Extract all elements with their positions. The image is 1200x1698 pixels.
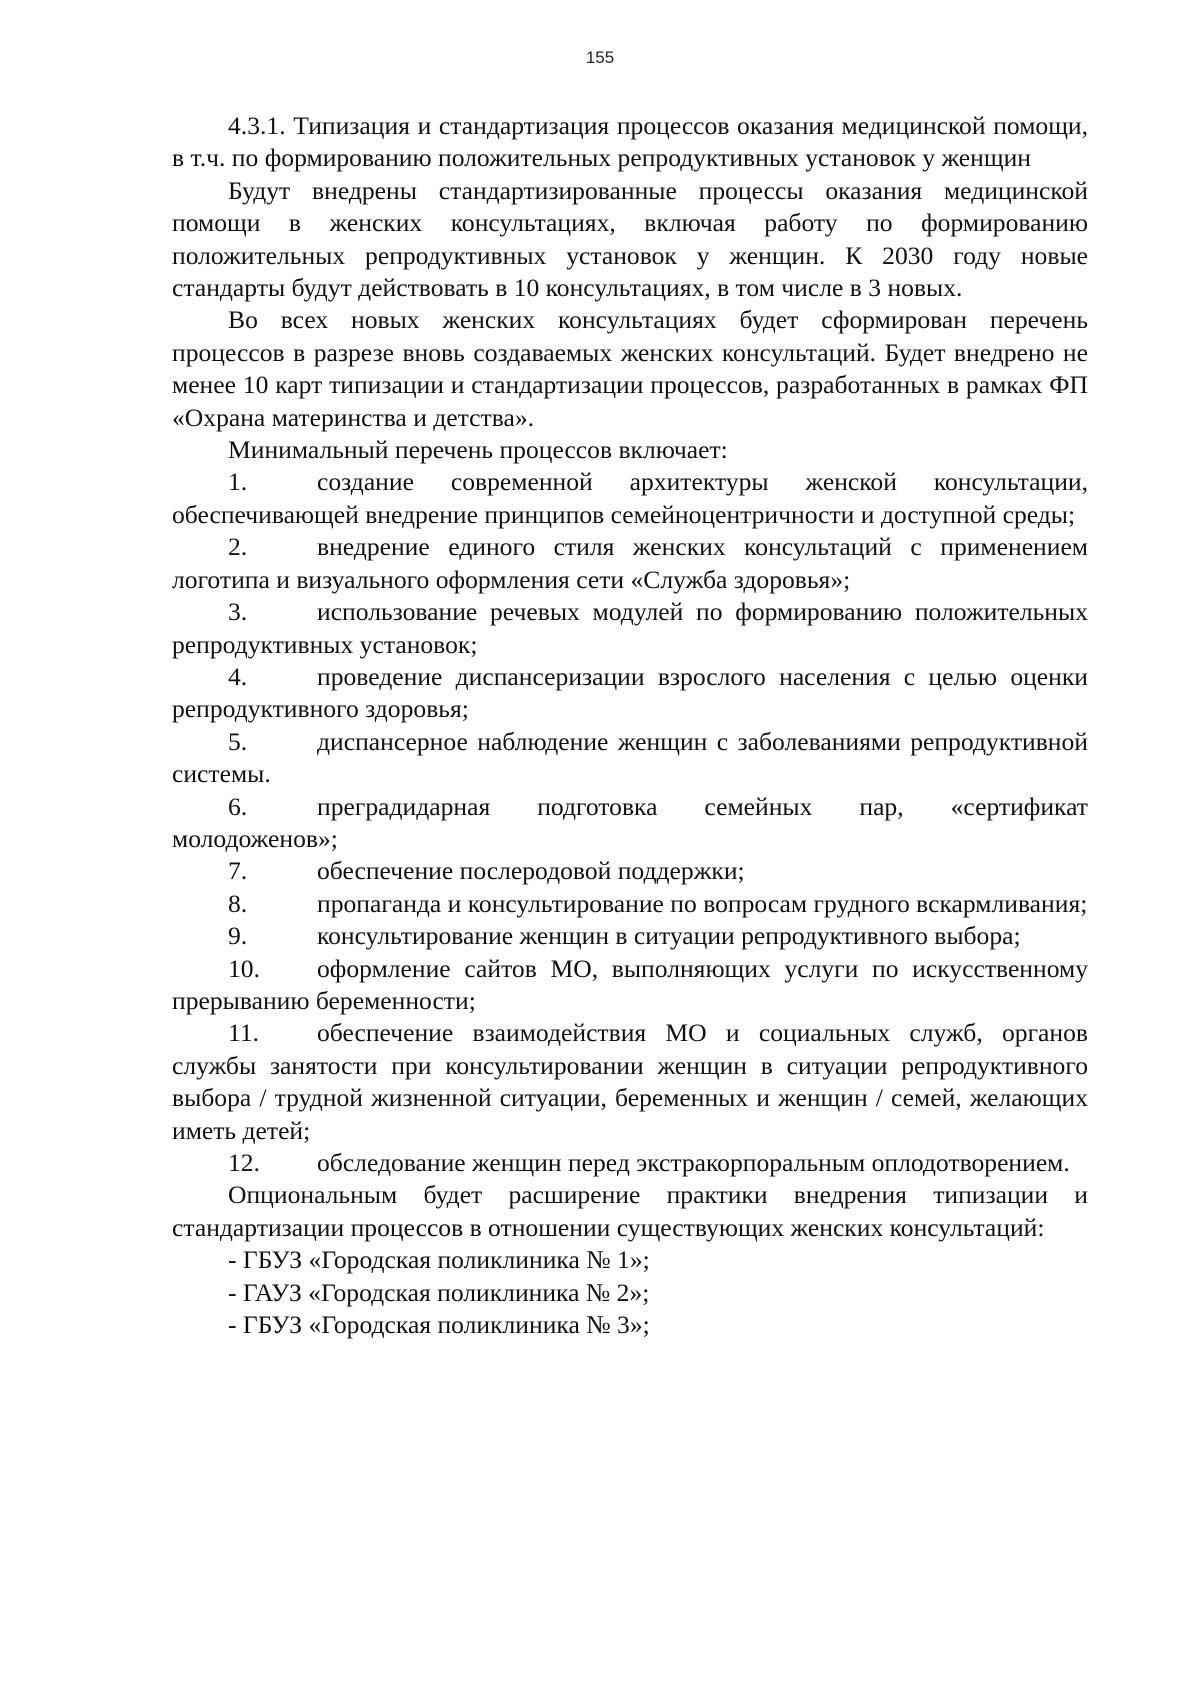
- list-item: [172, 920, 1088, 952]
- list-item-text: пропаганда и консультирование по вопросам грудного вскармливания;: [317, 888, 1088, 918]
- list-item-text: проведение диспансеризации взрослого населения с целью оценки репродуктивного здоровья;: [172, 661, 1088, 724]
- list-item-number: 7.: [228, 856, 248, 886]
- list-item-number: 5.: [228, 726, 248, 756]
- clinic-item: - ГБУЗ «Городская поликлиника № 3»;: [228, 1310, 650, 1340]
- list-item-text: обследование женщин перед экстракорпоральным оплодотворением.: [317, 1148, 1070, 1177]
- list-item-number: 11.: [228, 1018, 260, 1048]
- list-item: [172, 1147, 1088, 1179]
- list-item: [172, 1017, 1088, 1147]
- list-item-text: внедрение единого стиля женских консультаций с применением логотипа и визуального оформления сети «Служба здоровья»;: [172, 532, 1088, 594]
- list-item-text: консультирование женщин в ситуации репродуктивного выбора;: [317, 921, 1021, 951]
- clinic-item: - ГАУЗ «Городская поликлиника № 2»;: [228, 1277, 650, 1307]
- list-item-number: 12.: [228, 1148, 260, 1177]
- list-item-number: 9.: [228, 921, 248, 951]
- list-item: [172, 855, 1088, 887]
- paragraph: Во всех новых женских консультациях будет сформирован перечень процессов в разрезе вновь создаваемых женских консультаций. Будет внедрено не менее 10 карт типизации и стандартизации процессов, разработанных в рамках ФП «Охрана материнства и детства».: [172, 305, 1088, 432]
- page-number: 155: [585, 48, 615, 67]
- list-item: [172, 888, 1088, 920]
- list-item: [172, 953, 1088, 1018]
- list-item-number: 2.: [228, 532, 248, 562]
- list-item-text: обеспечение взаимодействия МО и социальных служб, органов службы занятости при консультировании женщин в ситуации репродуктивного выбора / трудной жизненной ситуации, беременных и женщин / семей, желающих иметь детей;: [172, 1018, 1088, 1145]
- list-item-text: оформление сайтов МО, выполняющих услуги по искусственному прерыванию беременности;: [172, 953, 1088, 1015]
- list-item-text: диспансерное наблюдение женщин с заболеваниями репродуктивной системы.: [172, 726, 1088, 789]
- list-item: [172, 726, 1088, 791]
- list-item: [172, 531, 1088, 596]
- list-item: [172, 661, 1088, 726]
- optional-paragraph: Опциональным будет расширение практики внедрения типизации и стандартизации процессов в отношении существующих женских консультаций:: [172, 1180, 1088, 1242]
- section-heading: 4.3.1. Типизация и стандартизация процессов оказания медицинской помощи, в т.ч. по формированию положительных репродуктивных установок у женщин: [172, 111, 1088, 173]
- paragraph: Будут внедрены стандартизированные процессы оказания медицинской помощи в женских консультациях, включая работу по формированию положительных репродуктивных установок у женщин. К 2030 году новые стандарты будут действовать в 10 консультациях, в том числе в 3 новых.: [172, 175, 1088, 303]
- list-item-number: 1.: [228, 467, 248, 497]
- list-item-number: 4.: [228, 661, 248, 691]
- list-item-number: 3.: [228, 597, 248, 627]
- list-item-number: 10.: [228, 953, 260, 983]
- list-item-text: использование речевых модулей по формированию положительных репродуктивных установок;: [172, 597, 1088, 659]
- list-item-text: обеспечение послеродовой поддержки;: [317, 856, 745, 886]
- paragraph: Минимальный перечень процессов включает:: [228, 435, 728, 465]
- list-item: [172, 791, 1088, 856]
- list-item-number: 8.: [228, 888, 248, 918]
- list-item: [172, 466, 1088, 531]
- clinic-item: - ГБУЗ «Городская поликлиника № 1»;: [228, 1245, 650, 1275]
- list-item-number: 6.: [228, 791, 248, 821]
- list-item-text: преградидарная подготовка семейных пар, «сертификат молодоженов»;: [172, 791, 1088, 853]
- list-item-text: создание современной архитектуры женской консультации, обеспечивающей внедрение принципов семейноцентричности и доступной среды;: [172, 467, 1088, 529]
- list-item: [172, 596, 1088, 661]
- document-body: [172, 110, 1088, 1341]
